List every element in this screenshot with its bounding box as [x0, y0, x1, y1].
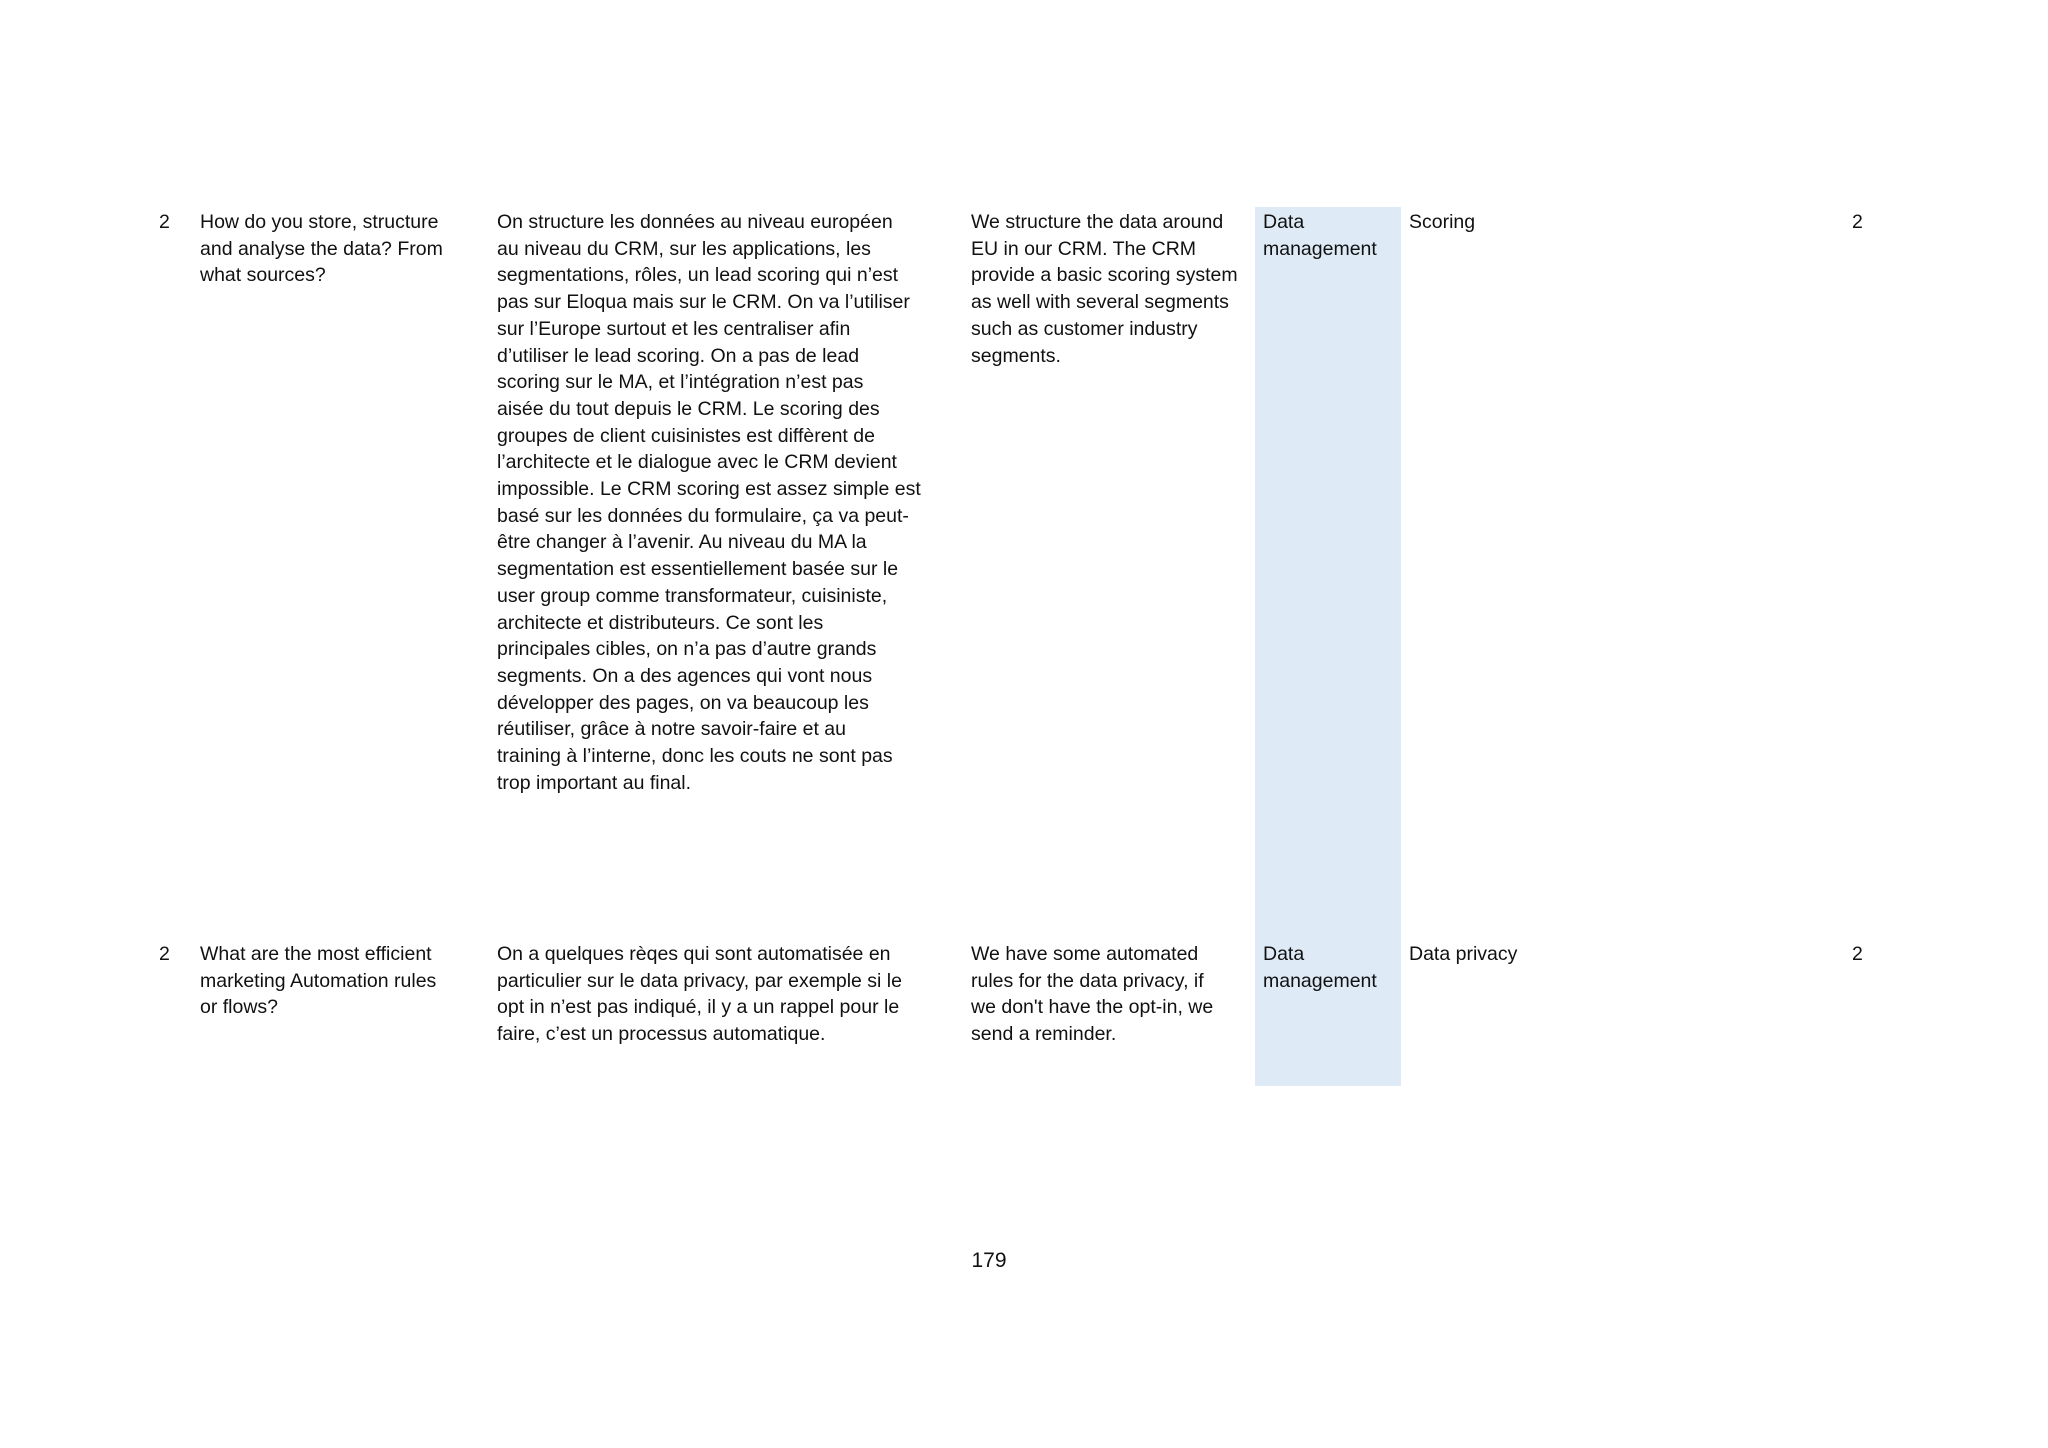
english-answer-text: We structure the data around EU in our CRM. The CRM provide a basic scoring system as well with several segments such as customer industry segments. [971, 211, 1238, 367]
category-text: Data management [1263, 211, 1377, 260]
row-number: 2 [159, 943, 170, 965]
row-number: 2 [159, 211, 170, 233]
subcategory-text: Data privacy [1409, 943, 1518, 965]
english-answer-text: We have some automated rules for the data privacy, if we don't have the opt-in, we send a reminder. [971, 943, 1214, 1046]
question-text: What are the most efficient marketing Automation rules or flows? [200, 943, 437, 1019]
category-text: Data management [1263, 943, 1377, 992]
subcategory-text: Scoring [1409, 211, 1476, 233]
page-number: 179 [971, 1249, 1007, 1272]
question-text: How do you store, structure and analyse the data? From what sources? [200, 211, 443, 287]
french-answer-text: On structure les données au niveau européen au niveau du CRM, sur les applications, les segmentations, rôles, un lead scoring qui n’est pas sur Eloqua mais sur le CRM. On va l’utiliser sur l’Europe surtout et les centraliser afin d’utiliser le lead scoring. On a pas de lead scoring sur le MA, et l’intégration n’est pas aisée du tout depuis le CRM. Le scoring des groupes de client cuisinistes est diffèrent de l’architecte et le dialogue avec le CRM devient impossible. Le CRM scoring est assez simple est basé sur les données du formulaire, ça va peut- être changer à l’avenir. Au niveau du MA la segmentation est essentiellement basée sur le user group comme transformateur, cuisiniste, architecte et distributeurs. Ce sont les principales cibles, on n’a pas d’autre grands segments. On a des agences qui vont nous développer des pages, on va beaucoup les réutiliser, grâce à notre savoir-faire et au training à l’interne, donc les couts ne sont pas trop important au final. [497, 211, 921, 794]
french-answer-text: On a quelques rèqes qui sont automatisée en particulier sur le data privacy, par exemple si le opt in n’est pas indiqué, il y a un rappel pour le faire, c’est un processus automatique. [497, 943, 902, 1046]
score-text: 2 [1852, 943, 1863, 965]
score-text: 2 [1852, 211, 1863, 233]
